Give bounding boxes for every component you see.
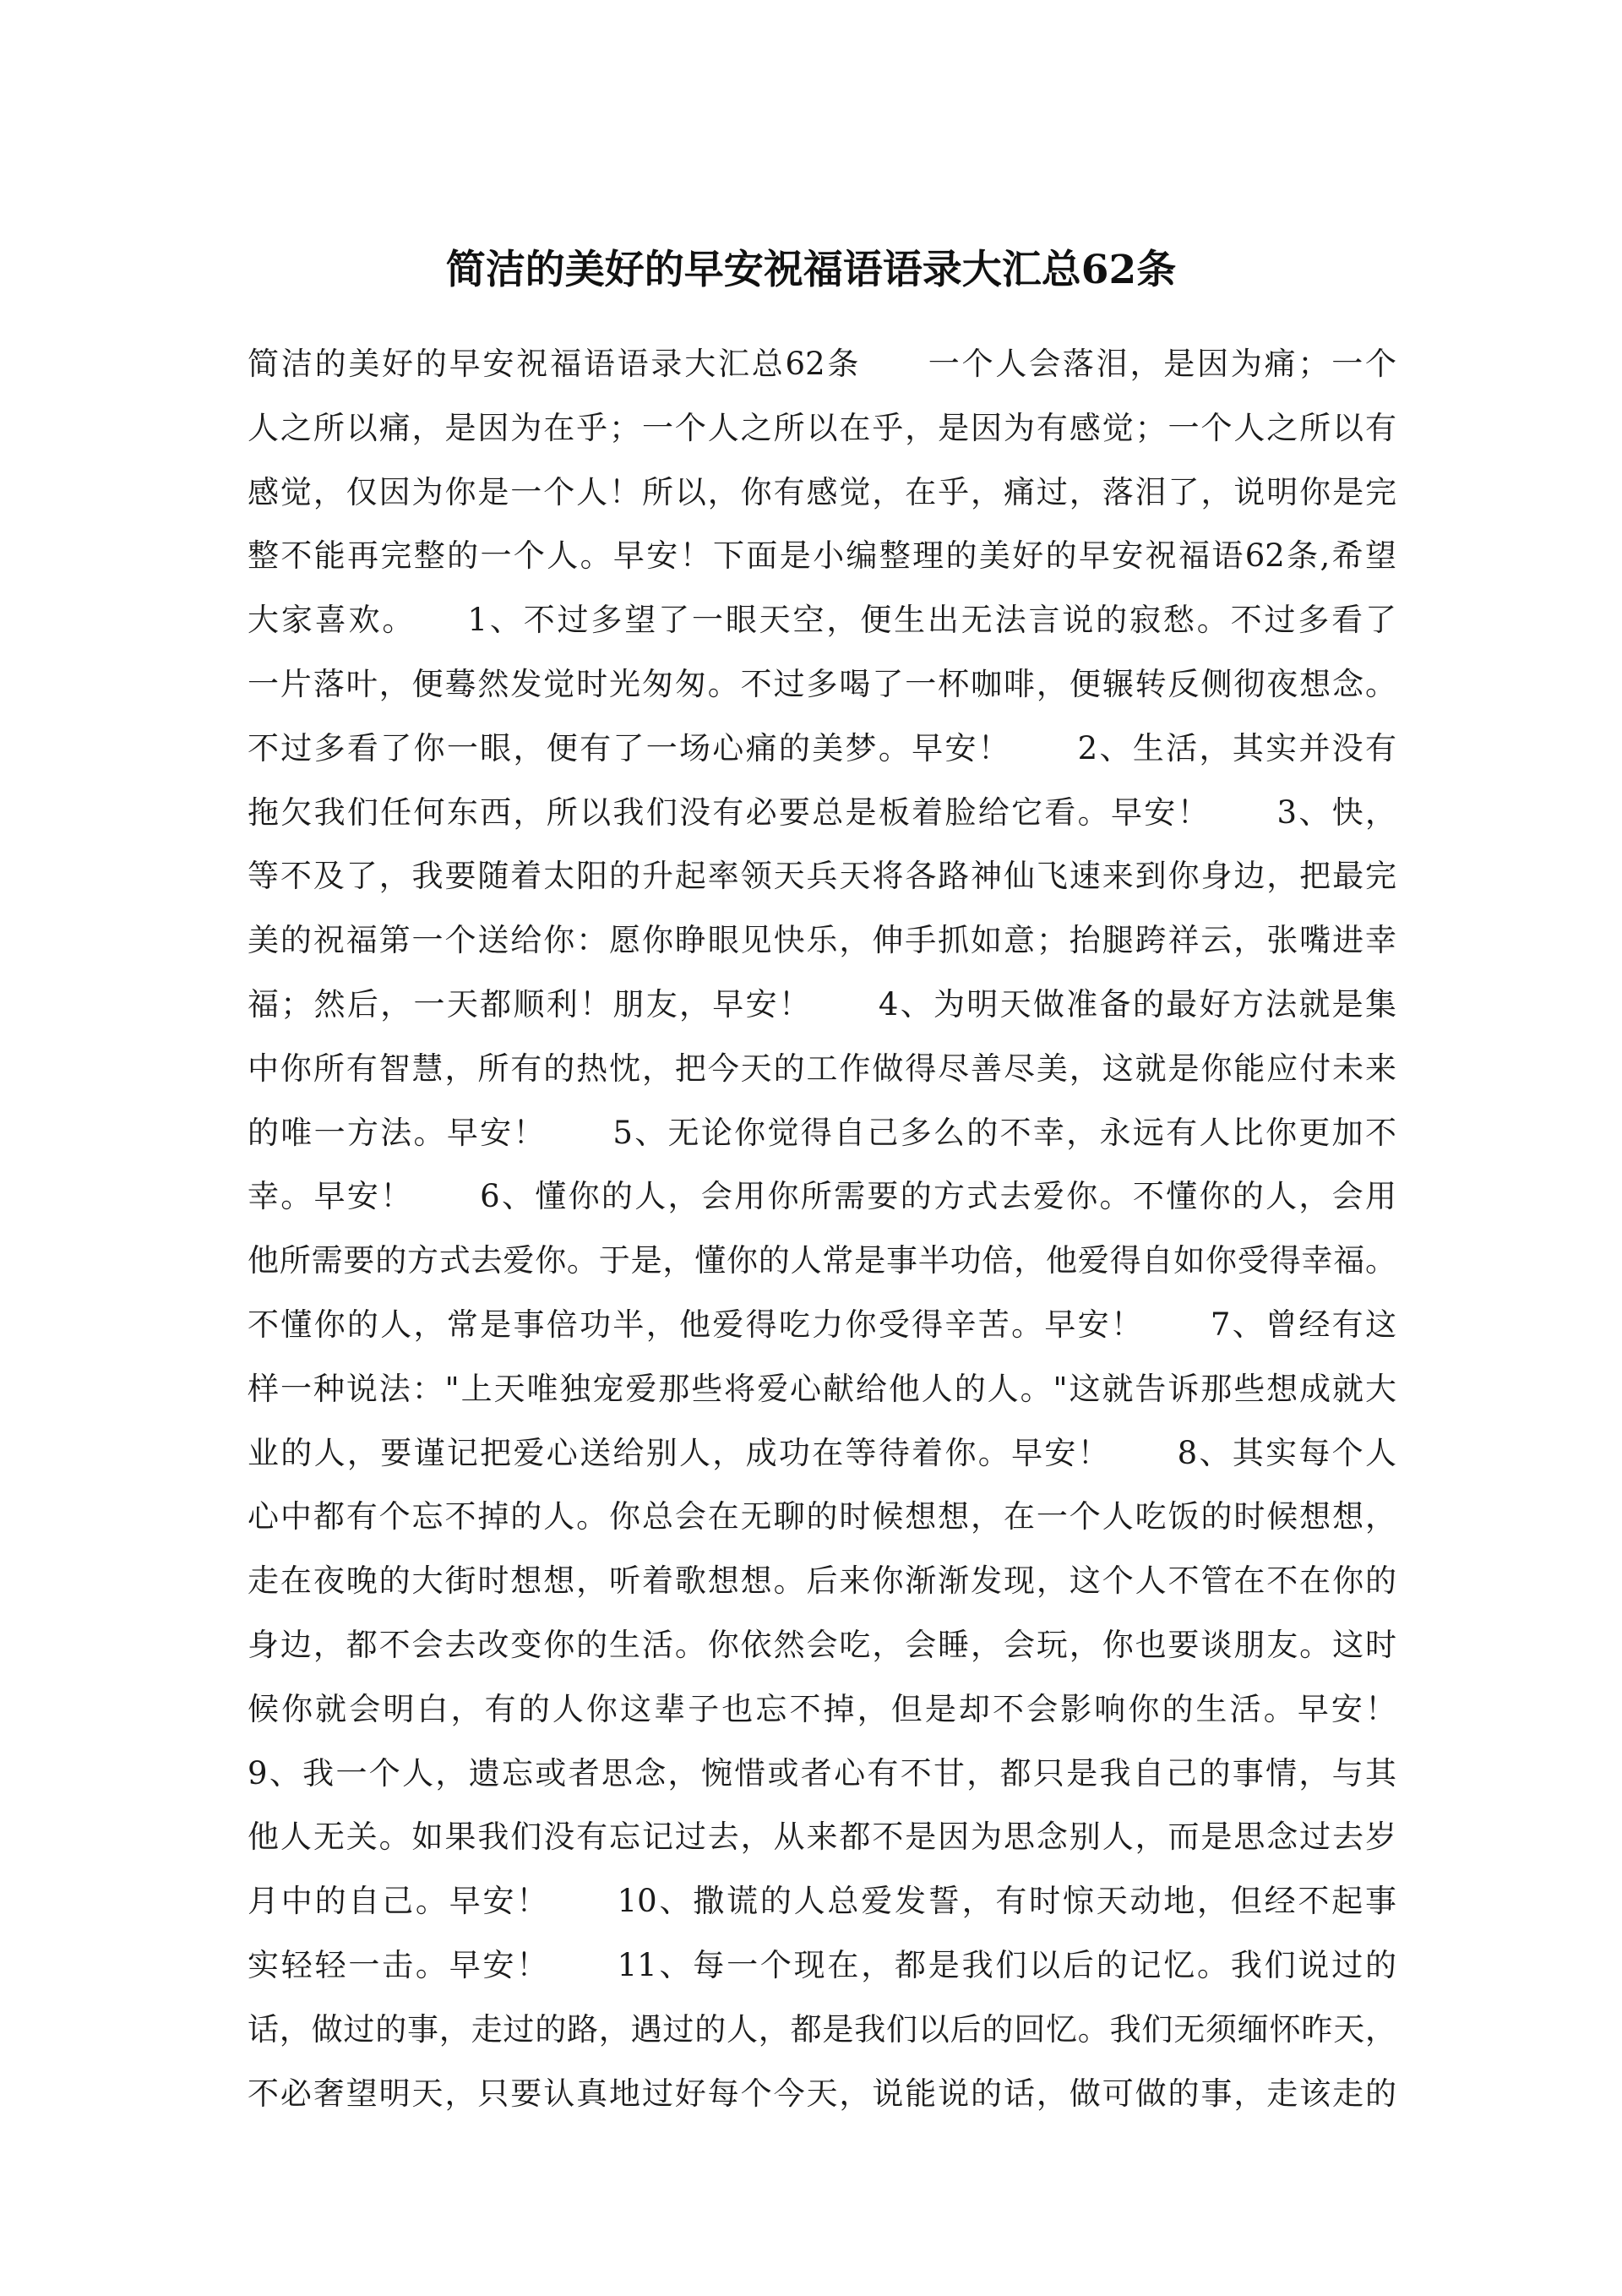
- body-line: 等不及了，我要随着太阳的升起率领天兵天将各路神仙飞速来到你身边，把最完: [248, 858, 1396, 895]
- body-line: 他人无关。如果我们没有忘记过去，从来都不是因为思念别人，而是思念过去岁: [248, 1819, 1396, 1856]
- body-line: 样一种说法："上天唯独宠爱那些将爱心献给他人的人。"这就告诉那些想成就大: [248, 1370, 1396, 1407]
- body-line: 的唯一方法。早安！ 5、无论你觉得自己多么的不幸，永远有人比你更加不: [248, 1114, 1396, 1151]
- body-line: 福；然后，一天都顺利！朋友，早安！ 4、为明天做准备的最好方法就是集: [248, 985, 1396, 1023]
- body-line: 心中都有个忘不掉的人。你总会在无聊的时候想想，在一个人吃饭的时候想想，: [248, 1498, 1396, 1535]
- body-line: 人之所以痛，是因为在乎；一个人之所以在乎，是因为有感觉；一个人之所以有: [248, 409, 1396, 446]
- body-line: 话，做过的事，走过的路，遇过的人，都是我们以后的回忆。我们无须缅怀昨天，: [248, 2010, 1396, 2048]
- body-line: 候你就会明白，有的人你这辈子也忘不掉，但是却不会影响你的生活。早安！: [248, 1690, 1396, 1727]
- body-line: 业的人，要谨记把爱心送给别人，成功在等待着你。早安！ 8、其实每个人: [248, 1434, 1396, 1471]
- body-line: 整不能再完整的一个人。早安！下面是小编整理的美好的早安祝福语62条,希望: [248, 537, 1396, 575]
- body-line: 实轻轻一击。早安！ 11、每一个现在，都是我们以后的记忆。我们说过的: [248, 1946, 1396, 1983]
- document-title: 简洁的美好的早安祝福语语录大汇总62条: [445, 247, 1177, 293]
- body-line: 感觉，仅因为你是一个人！所以，你有感觉，在乎，痛过，落泪了，说明你是完: [248, 473, 1396, 510]
- body-line: 不必奢望明天，只要认真地过好每个今天，说能说的话，做可做的事，走该走的: [248, 2075, 1396, 2112]
- body-line: 身边，都不会去改变你的生活。你依然会吃，会睡，会玩，你也要谈朋友。这时: [248, 1626, 1396, 1663]
- body-line: 大家喜欢。 1、不过多望了一眼天空，便生出无法言说的寂愁。不过多看了: [248, 602, 1396, 639]
- body-line: 月中的自己。早安！ 10、撒谎的人总爱发誓，有时惊天动地，但经不起事: [248, 1883, 1396, 1920]
- body-line: 幸。早安！ 6、懂你的人，会用你所需要的方式去爱你。不懂你的人，会用: [248, 1178, 1396, 1215]
- body-line: 简洁的美好的早安祝福语语录大汇总62条 一个人会落泪，是因为痛；一个: [248, 346, 1396, 382]
- body-line: 走在夜晚的大街时想想，听着歌想想。后来你渐渐发现，这个人不管在不在你的: [248, 1562, 1396, 1600]
- body-line: 一片落叶，便蓦然发觉时光匆匆。不过多喝了一杯咖啡，便辗转反侧彻夜想念。: [248, 665, 1396, 702]
- document-body: [248, 332, 1396, 2125]
- body-line: 美的祝福第一个送给你：愿你睁眼见快乐，伸手抓如意；抬腿跨祥云，张嘴进幸: [248, 922, 1396, 959]
- body-line: 中你所有智慧，所有的热忱，把今天的工作做得尽善尽美，这就是你能应付未来: [248, 1050, 1396, 1087]
- body-line: 他所需要的方式去爱你。于是，懂你的人常是事半功倍，他爱得自如你受得幸福。: [248, 1242, 1396, 1279]
- body-line: 不懂你的人，常是事倍功半，他爱得吃力你受得辛苦。早安！ 7、曾经有这: [248, 1306, 1396, 1343]
- body-line: 不过多看了你一眼，便有了一场心痛的美梦。早安！ 2、生活，其实并没有: [248, 729, 1396, 766]
- body-line: 9、我一个人，遗忘或者思念，惋惜或者心有不甘，都只是我自己的事情，与其: [248, 1754, 1396, 1792]
- body-line: 拖欠我们任何东西，所以我们没有必要总是板着脸给它看。早安！ 3、快，: [248, 794, 1396, 831]
